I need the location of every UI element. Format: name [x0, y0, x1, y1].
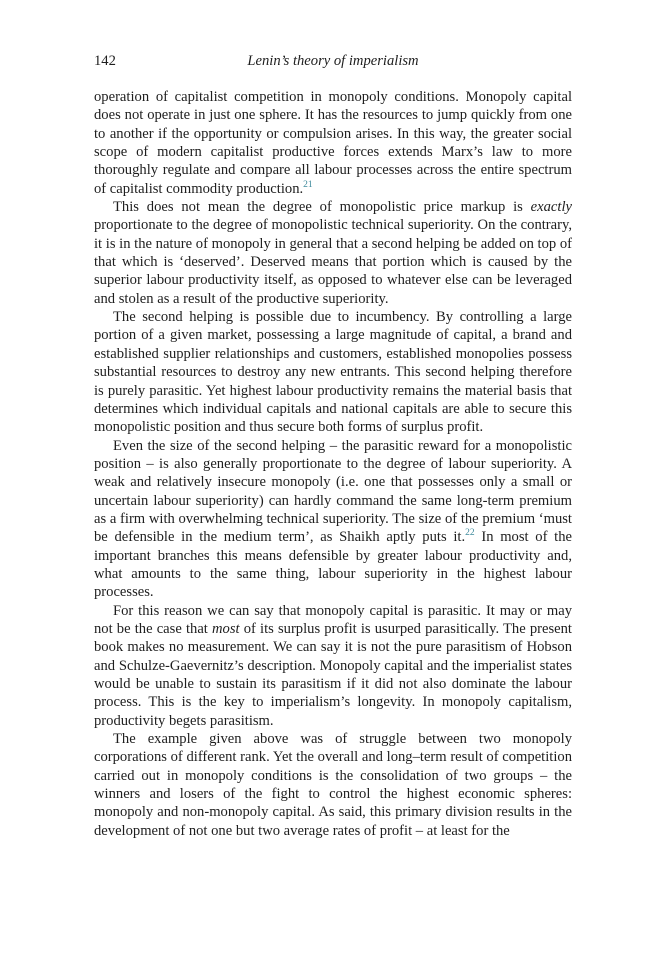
paragraph-4	[94, 437, 572, 602]
paragraph-text: proportionate to the degree of monopolistic technical superiority. On the contrary, it is in the nature of monopoly in general that a second helping be added on top of that which is ‘deserved’. Deserved means that portion which is caused by the superior labour productivity itself, as opposed to whatever else can be leveraged and stolen as a result of the productive superiority.	[94, 217, 572, 307]
emphasis-text: most	[212, 620, 240, 637]
paragraph-text: For this reason we can say that monopoly capital is parasitic. It may or may not be the case that	[94, 602, 572, 637]
paragraph-text: This does not mean the degree of monopolistic price markup is	[113, 199, 531, 216]
paragraph-6	[94, 730, 572, 840]
paragraph-text: In most of the important branches this means defensible by greater labour productivity and, what amounts to the same thing, labour superiority in the highest labour processes.	[94, 529, 573, 601]
paragraph-text: operation of capitalist competition in monopoly conditions. Monopoly capital does not operate in just one sphere. It has the resources to jump quickly from one to another if the opportunity or compulsion arises. In this way, the greater social scope of modern capitalist productive forces extends Marx’s law to more thoroughly regulate and compare all labour processes across the entire spectrum of capitalist commodity production.	[94, 89, 572, 197]
emphasis-text: exactly	[530, 199, 572, 216]
paragraph-1	[94, 88, 572, 198]
paragraph-2	[94, 198, 572, 308]
running-title: Lenin’s theory of imperialism	[247, 53, 419, 69]
paragraph-text: The second helping is possible due to incumbency. By controlling a large portion of a given market, possessing a large magnitude of capital, a brand and established supplier relationships and customers, established monopolies possess substantial resources to destroy any new entrants. This second helping therefore is purely parasitic. Yet highest labour productivity remains the material basis that determines which individual capitals and national capitals are able to secure this monopolistic position and thus secure both forms of surplus profit.	[94, 309, 572, 436]
paragraph-text: of its surplus profit is usurped parasitically. The present book makes no measurement. We can say it is not the pure parasitism of Hobson and Schulze-Gaevernitz’s description. Monopoly capital and the imperialist states would be unable to sustain its parasitism if it did not also dominate the labour process. This is the key to imperialism’s longevity. In monopoly capitalism, productivity begets parasitism.	[94, 620, 572, 729]
footnote-ref-22[interactable]: 22	[465, 528, 475, 539]
paragraph-5	[94, 602, 572, 730]
paragraph-3	[94, 308, 572, 436]
body-text	[94, 88, 572, 840]
running-head	[94, 50, 572, 72]
paragraph-text: The example given above was of struggle between two monopoly corporations of different rank. Yet the overall and long–term result of competition carried out in monopoly conditions is the consolidation of two groups – the winners and losers of the fight to control the highest economic spheres: monopoly and non-monopoly capital. As said, this primary division results in the development of not one but two average rates of profit – at least for the	[94, 731, 572, 839]
footnote-ref-21[interactable]: 21	[303, 179, 313, 190]
page-number: 142	[94, 53, 116, 69]
paragraph-text: Even the size of the second helping – the parasitic reward for a monopolistic position – is also generally proportionate to the degree of labour superiority. A weak and relatively insecure monopoly (i.e. one that possesses only a small or uncertain labour superiority) can hardly command the same long-term premium as a firm with overwhelming technical superiority. The size of the premium ‘must be defensible in the medium term’, as Shaikh aptly puts it.	[94, 437, 572, 546]
